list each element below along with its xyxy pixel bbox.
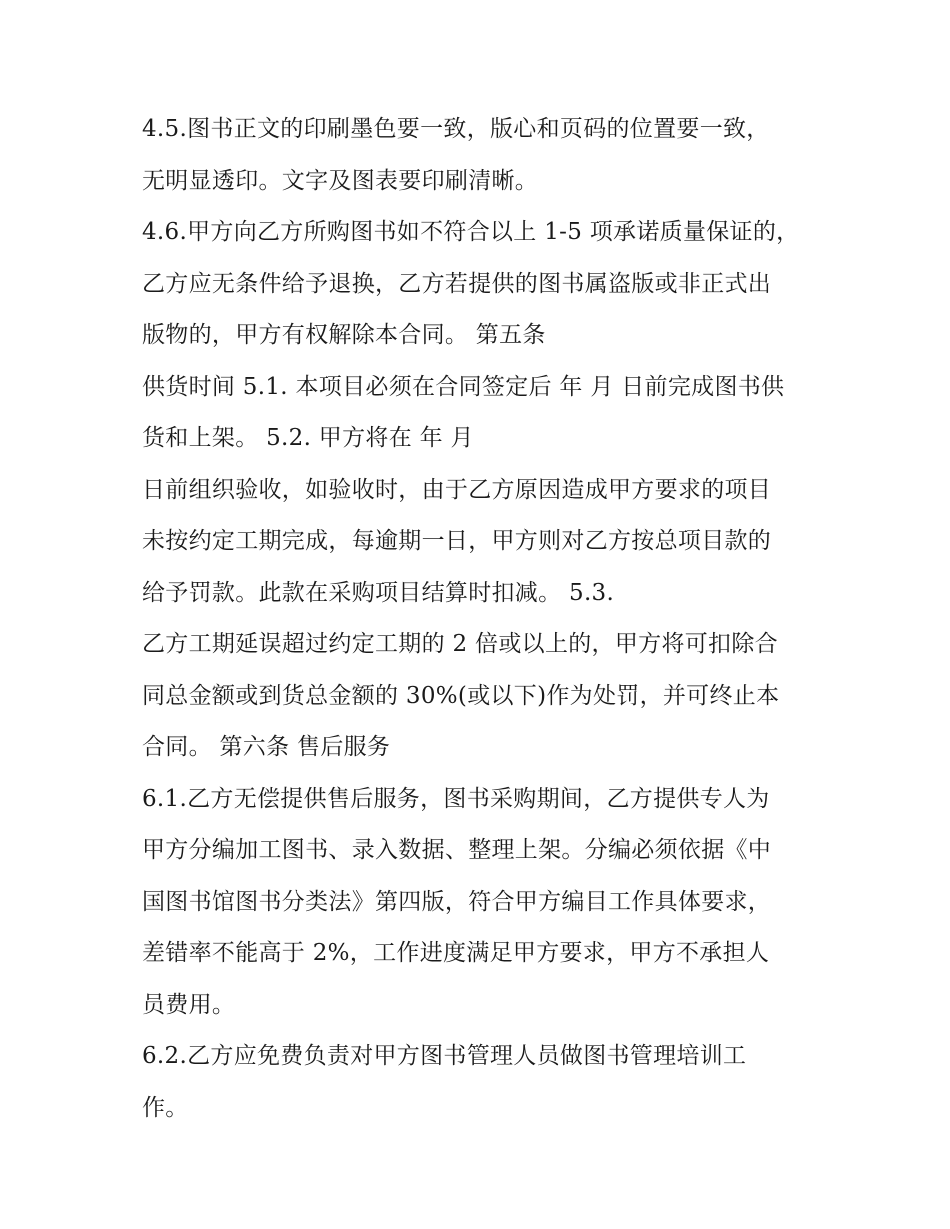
text-line: 货和上架。 5.2. 甲方将在 年 月: [142, 425, 474, 451]
text-line: 供货时间 5.1. 本项目必须在合同签定后 年 月 日前完成图书供: [142, 373, 785, 400]
text-line: 甲方分编加工图书、录入数据、整理上架。分编必须依据《中: [142, 837, 772, 863]
text-line: 4.5.图书正文的印刷墨色要一致，版心和页码的位置要一致，: [142, 116, 770, 142]
text-line: 未按约定工期完成，每逾期一日，甲方则对乙方按总项目款的: [142, 528, 772, 554]
text-line: 同总金额或到货总金额的 30%(或以下)作为处罚，并可终止本: [142, 682, 780, 709]
text-line: 给予罚款。此款在采购项目结算时扣减。 5.3.: [142, 579, 615, 606]
text-line: 作。: [142, 1094, 189, 1121]
text-line: 员费用。: [142, 991, 236, 1018]
text-line: 国图书馆图书分类法》第四版，符合甲方编目工作具体要求，: [142, 888, 772, 915]
text-line: 6.2.乙方应免费负责对甲方图书管理人员做图书管理培训工: [142, 1043, 747, 1069]
text-line: 差错率不能高于 2%，工作进度满足甲方要求，甲方不承担人: [142, 940, 770, 966]
text-line: 乙方工期延误超过约定工期的 2 倍或以上的，甲方将可扣除合: [142, 631, 778, 657]
contract-text-block: [142, 104, 832, 1134]
text-line: 版物的，甲方有权解除本合同。 第五条: [142, 322, 546, 348]
text-line: 无明显透印。文字及图表要印刷清晰。: [142, 167, 539, 194]
text-line: 乙方应无条件给予退换，乙方若提供的图书属盗版或非正式出: [142, 270, 772, 297]
text-line: 6.1.乙方无偿提供售后服务，图书采购期间，乙方提供专人为: [142, 785, 770, 812]
text-line: 日前组织验收，如验收时，由于乙方原因造成甲方要求的项目: [142, 476, 772, 503]
text-line: 合同。 第六条 售后服务: [142, 734, 391, 760]
text-line: 4.6.甲方向乙方所购图书如不符合以上 1-5 项承诺质量保证的，: [142, 219, 800, 245]
